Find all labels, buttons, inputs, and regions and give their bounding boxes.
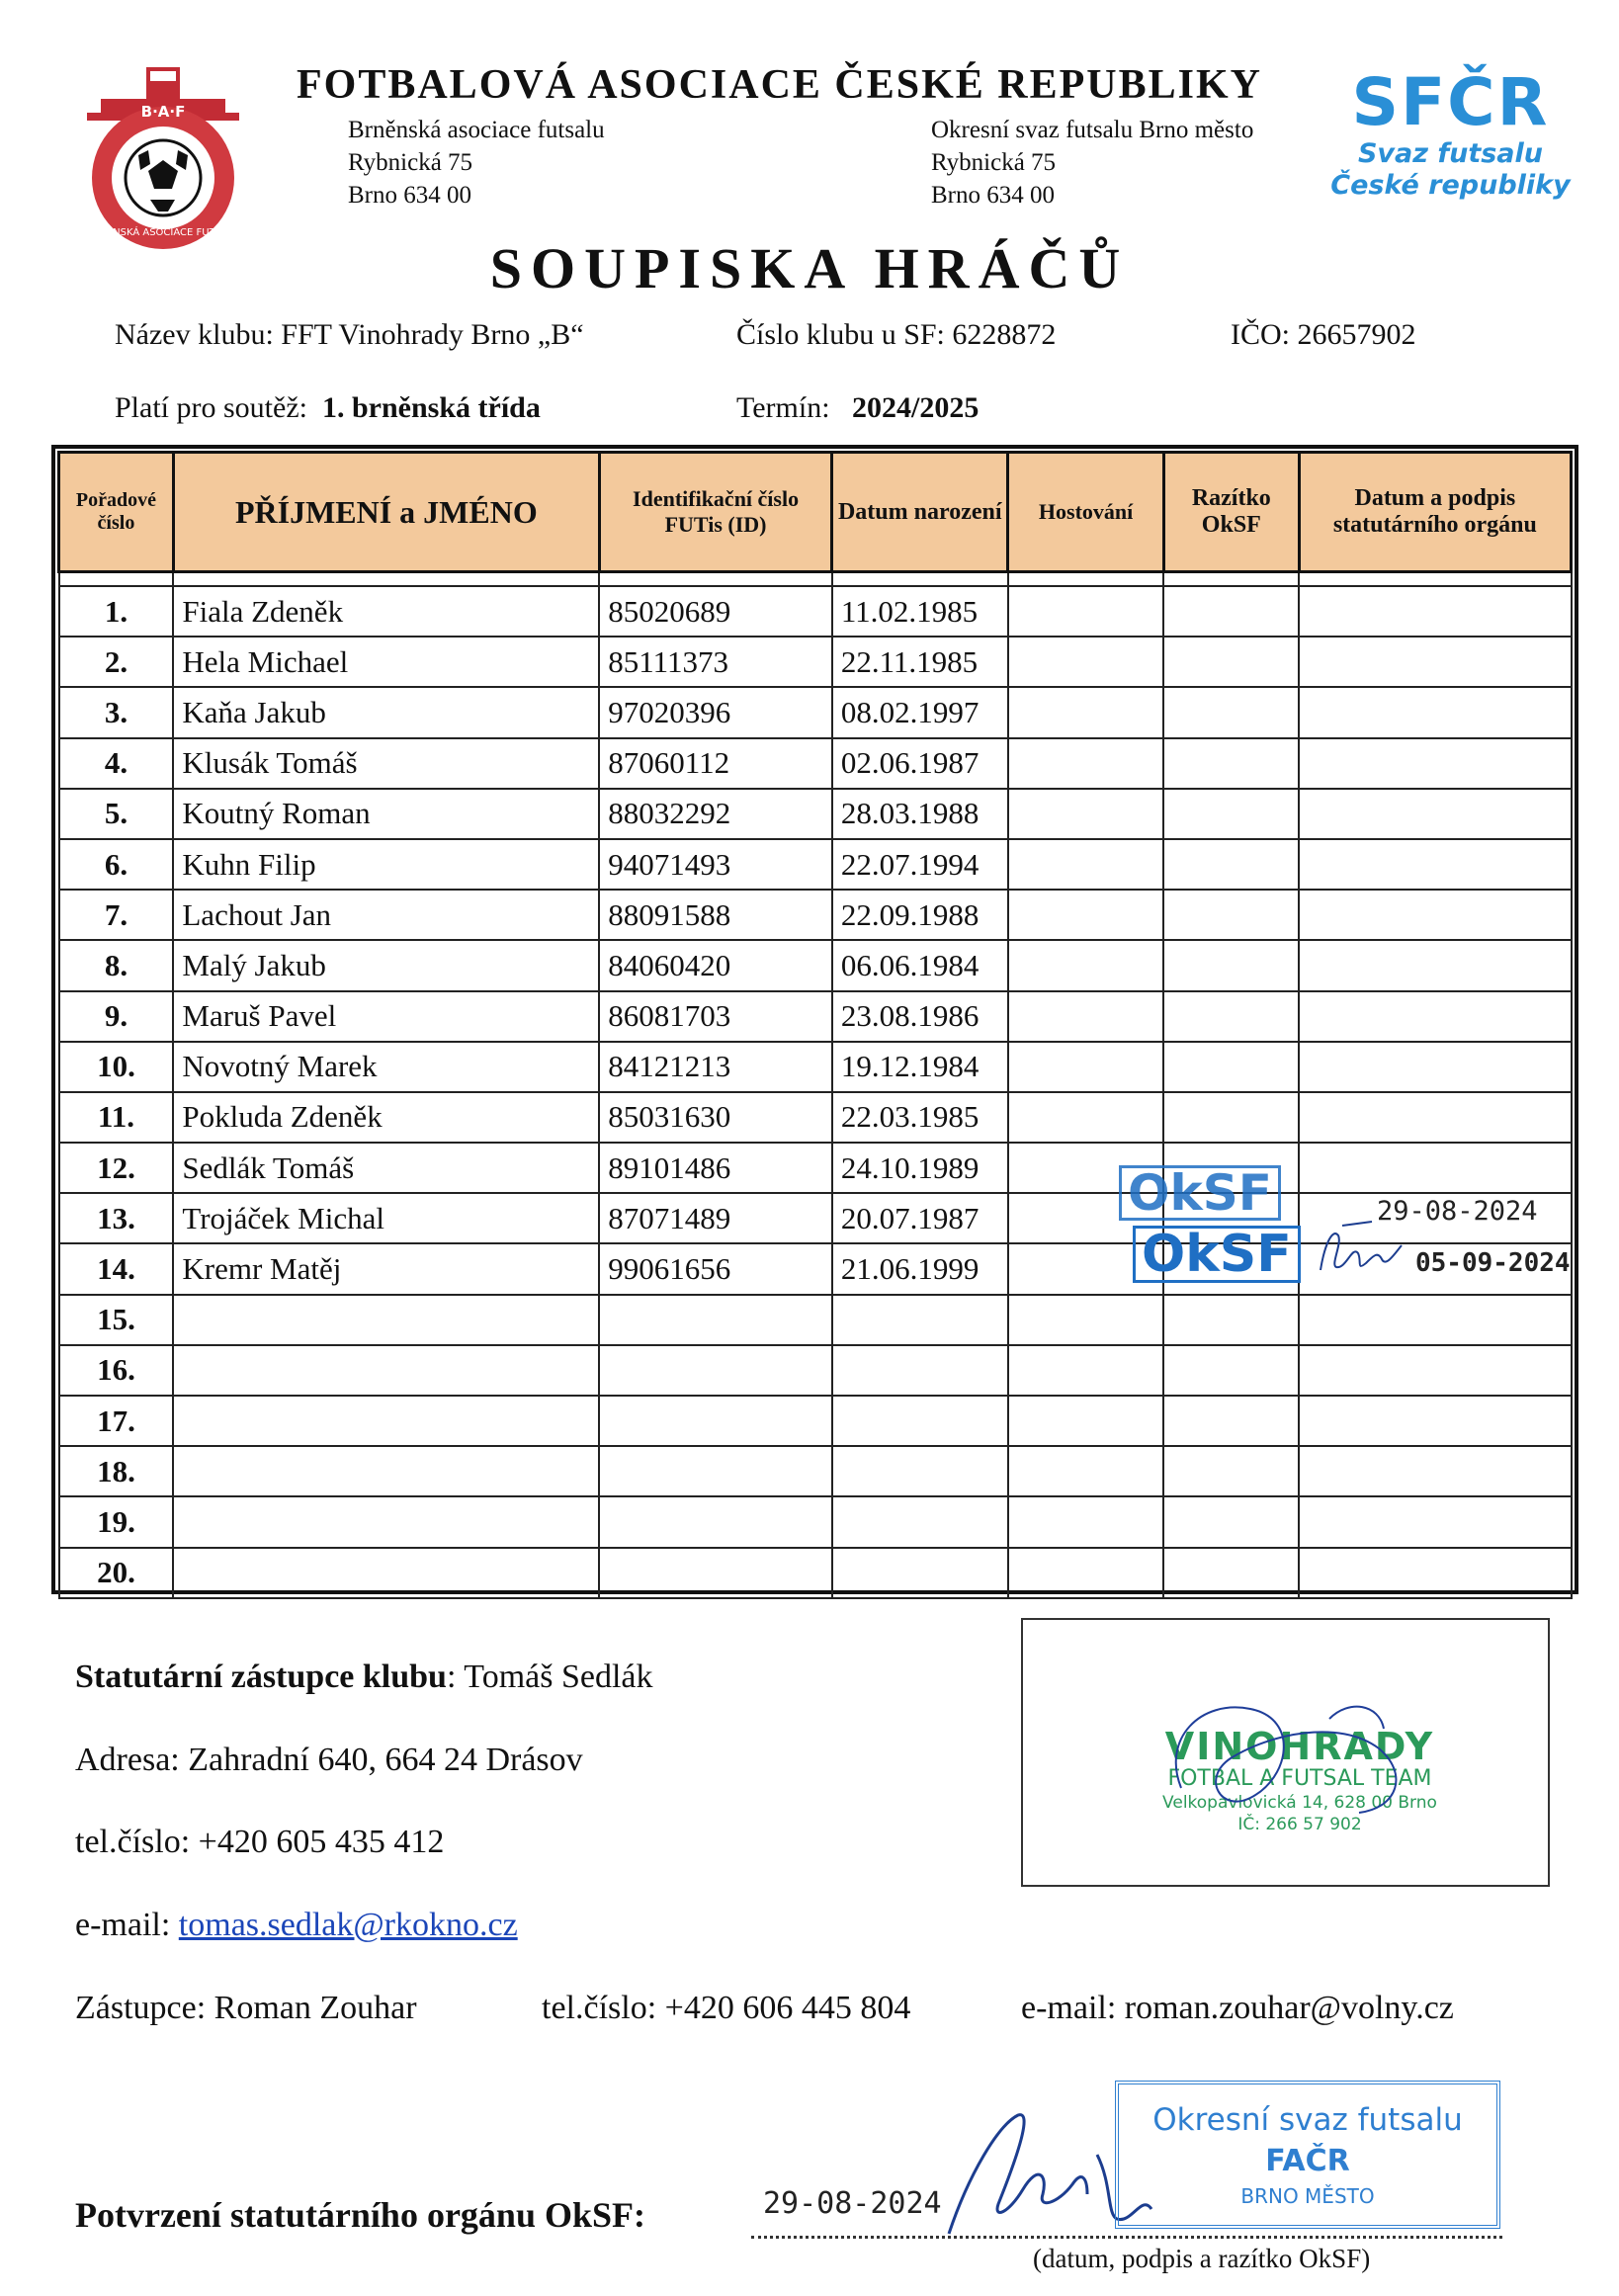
player-dob bbox=[832, 1548, 1008, 1598]
baf-logo bbox=[79, 61, 247, 249]
row-number: 8. bbox=[59, 940, 174, 990]
row-number: 12. bbox=[59, 1143, 174, 1193]
signature-cell bbox=[1299, 1143, 1571, 1193]
club-stamp-line3: IČ: 266 57 902 bbox=[1237, 1815, 1362, 1834]
right-address bbox=[931, 114, 1253, 212]
document-title: SOUPISKA HRÁČŮ bbox=[489, 236, 1130, 300]
signature-cell bbox=[1299, 687, 1571, 737]
row-number: 10. bbox=[59, 1042, 174, 1092]
loan-cell bbox=[1008, 738, 1164, 789]
player-name: Fiala Zdeněk bbox=[173, 586, 599, 637]
club-number-value: 6228872 bbox=[952, 318, 1057, 351]
player-dob: 22.07.1994 bbox=[832, 839, 1008, 890]
player-id bbox=[599, 1496, 832, 1547]
row-number: 3. bbox=[59, 687, 174, 737]
col-header-loan: Hostování bbox=[1008, 453, 1164, 572]
date-stamp-row14: 05-09-2024 bbox=[1415, 1248, 1571, 1278]
club-name-label: Název klubu: bbox=[115, 318, 274, 351]
row-number: 18. bbox=[59, 1446, 174, 1496]
loan-cell bbox=[1008, 637, 1164, 687]
stamp-cell bbox=[1163, 940, 1299, 990]
deputy-name: Zástupce: Roman Zouhar bbox=[75, 1990, 417, 2026]
table-row bbox=[59, 789, 1572, 839]
player-dob: 19.12.1984 bbox=[832, 1042, 1008, 1092]
player-name: Trojáček Michal bbox=[173, 1193, 599, 1243]
row-number: 2. bbox=[59, 637, 174, 687]
club-number bbox=[736, 318, 1056, 352]
signature-row14 bbox=[1313, 1216, 1406, 1285]
table-row bbox=[59, 687, 1572, 737]
table-row bbox=[59, 1042, 1572, 1092]
confirmation-label: Potvrzení statutárního orgánu OkSF: bbox=[75, 2195, 646, 2235]
roster-table bbox=[57, 451, 1573, 1599]
club-stamp-title: VINOHRADY bbox=[1164, 1725, 1435, 1768]
signature-cell bbox=[1299, 1092, 1571, 1143]
loan-cell bbox=[1008, 1446, 1164, 1496]
stamp-cell bbox=[1163, 1548, 1299, 1598]
statutory-label: Statutární zástupce klubu bbox=[75, 1658, 447, 1695]
player-name: Kaňa Jakub bbox=[173, 687, 599, 737]
player-id: 85020689 bbox=[599, 586, 832, 637]
club-number-label: Číslo klubu u SF: bbox=[736, 318, 945, 351]
oksf-stamp-row14: OkSF bbox=[1133, 1226, 1301, 1283]
player-dob: 08.02.1997 bbox=[832, 687, 1008, 737]
club-name-value: FFT Vinohrady Brno „B“ bbox=[281, 318, 584, 351]
oksf-stamp-row13: OkSF bbox=[1119, 1165, 1281, 1221]
row-number: 11. bbox=[59, 1092, 174, 1143]
player-id bbox=[599, 1548, 832, 1598]
table-row bbox=[59, 991, 1572, 1042]
table-row bbox=[59, 1496, 1572, 1547]
player-dob: 11.02.1985 bbox=[832, 586, 1008, 637]
loan-cell bbox=[1008, 687, 1164, 737]
row-number: 6. bbox=[59, 839, 174, 890]
club-name bbox=[115, 318, 584, 352]
stamp-cell bbox=[1163, 738, 1299, 789]
player-name bbox=[173, 1345, 599, 1396]
left-address bbox=[348, 114, 605, 212]
row-number: 15. bbox=[59, 1295, 174, 1345]
loan-cell bbox=[1008, 991, 1164, 1042]
loan-cell bbox=[1008, 586, 1164, 637]
stamp-cell bbox=[1163, 687, 1299, 737]
player-id: 94071493 bbox=[599, 839, 832, 890]
player-dob: 02.06.1987 bbox=[832, 738, 1008, 789]
row-number: 13. bbox=[59, 1193, 174, 1243]
club-stamp-line2: Velkopavlovická 14, 628 00 Brno bbox=[1162, 1793, 1437, 1813]
player-dob bbox=[832, 1396, 1008, 1446]
club-ico-value: 26657902 bbox=[1297, 318, 1416, 351]
stamp-cell bbox=[1163, 991, 1299, 1042]
stamp-cell bbox=[1163, 1446, 1299, 1496]
stamp-cell bbox=[1163, 890, 1299, 940]
row-number: 4. bbox=[59, 738, 174, 789]
competition bbox=[115, 391, 541, 425]
sfcr-logo-line1: Svaz futsalu bbox=[1357, 138, 1544, 169]
signature-cell bbox=[1299, 1042, 1571, 1092]
table-row bbox=[59, 1548, 1572, 1598]
club-stamp-signature bbox=[1142, 1679, 1458, 1828]
club-stamp-box bbox=[1021, 1618, 1550, 1887]
table-row bbox=[59, 1345, 1572, 1396]
player-name: Kremr Matěj bbox=[173, 1243, 599, 1294]
player-name: Klusák Tomáš bbox=[173, 738, 599, 789]
oksf-stamp-line3: BRNO MĚSTO bbox=[1240, 2184, 1375, 2208]
player-dob: 23.08.1986 bbox=[832, 991, 1008, 1042]
player-dob bbox=[832, 1295, 1008, 1345]
competition-label: Platí pro soutěž: bbox=[115, 391, 307, 424]
player-dob: 22.09.1988 bbox=[832, 890, 1008, 940]
row-number: 9. bbox=[59, 991, 174, 1042]
table-row bbox=[59, 637, 1572, 687]
player-id: 89101486 bbox=[599, 1143, 832, 1193]
stamp-cell bbox=[1163, 789, 1299, 839]
loan-cell bbox=[1008, 789, 1164, 839]
player-name bbox=[173, 1446, 599, 1496]
sfcr-logo-line2: České republiky bbox=[1330, 170, 1571, 201]
loan-cell bbox=[1008, 1042, 1164, 1092]
sfcr-logo bbox=[1329, 64, 1572, 225]
col-header-signature: Datum a podpis statutárního orgánu bbox=[1299, 453, 1571, 572]
player-id bbox=[599, 1446, 832, 1496]
signature-cell bbox=[1299, 890, 1571, 940]
baf-logo-ring-text: BRNĚNSKÁ ASOCIACE FUTSALU bbox=[85, 227, 241, 238]
loan-cell bbox=[1008, 1092, 1164, 1143]
row-number: 19. bbox=[59, 1496, 174, 1547]
player-id: 88091588 bbox=[599, 890, 832, 940]
term-value: 2024/2025 bbox=[852, 391, 980, 424]
table-row bbox=[59, 1143, 1572, 1193]
col-header-order: Pořadové číslo bbox=[59, 453, 174, 572]
player-id bbox=[599, 1295, 832, 1345]
table-row bbox=[59, 1295, 1572, 1345]
right-address-line: Brno 634 00 bbox=[931, 182, 1055, 209]
table-spacer-row bbox=[59, 572, 1572, 587]
player-name: Malý Jakub bbox=[173, 940, 599, 990]
loan-cell bbox=[1008, 940, 1164, 990]
player-name: Novotný Marek bbox=[173, 1042, 599, 1092]
player-name: Hela Michael bbox=[173, 637, 599, 687]
stamp-cell bbox=[1163, 637, 1299, 687]
player-id: 85111373 bbox=[599, 637, 832, 687]
signature-cell bbox=[1299, 991, 1571, 1042]
date-stamp-row13: 29-08-2024 bbox=[1377, 1196, 1538, 1227]
player-name bbox=[173, 1496, 599, 1547]
player-id: 86081703 bbox=[599, 991, 832, 1042]
signature-cell bbox=[1299, 1396, 1571, 1446]
table-row bbox=[59, 940, 1572, 990]
statutory-email-link[interactable]: tomas.sedlak@rkokno.cz bbox=[178, 1907, 518, 1943]
oksf-stamp-line1: Okresní svaz futsalu bbox=[1152, 2102, 1463, 2138]
stamp-cell bbox=[1163, 1496, 1299, 1547]
left-address-line: Brno 634 00 bbox=[348, 182, 471, 209]
signature-cell bbox=[1299, 789, 1571, 839]
loan-cell bbox=[1008, 1548, 1164, 1598]
oksf-stamp-box bbox=[1115, 2081, 1500, 2229]
statutory-address: Adresa: Zahradní 640, 664 24 Drásov bbox=[75, 1742, 583, 1778]
player-dob: 06.06.1984 bbox=[832, 940, 1008, 990]
signature-cell bbox=[1299, 839, 1571, 890]
player-name: Lachout Jan bbox=[173, 890, 599, 940]
statutory-phone: tel.číslo: +420 605 435 412 bbox=[75, 1824, 445, 1860]
signature-cell bbox=[1299, 1345, 1571, 1396]
club-ico-label: IČO: bbox=[1231, 318, 1290, 351]
signature-cell bbox=[1299, 940, 1571, 990]
player-id: 97020396 bbox=[599, 687, 832, 737]
left-address-line: Brněnská asociace futsalu bbox=[348, 117, 605, 143]
row-number: 7. bbox=[59, 890, 174, 940]
col-header-id: Identifikační číslo FUTis (ID) bbox=[599, 453, 832, 572]
loan-cell bbox=[1008, 839, 1164, 890]
table-header-row bbox=[59, 453, 1572, 572]
statutory-representative bbox=[75, 1658, 653, 1696]
term bbox=[736, 391, 979, 425]
row-number: 5. bbox=[59, 789, 174, 839]
row-number: 17. bbox=[59, 1396, 174, 1446]
table-row bbox=[59, 1396, 1572, 1446]
stamp-cell bbox=[1163, 1092, 1299, 1143]
loan-cell bbox=[1008, 890, 1164, 940]
sfcr-logo-mark: SFČR bbox=[1351, 64, 1550, 140]
table-row bbox=[59, 1092, 1572, 1143]
row-number: 1. bbox=[59, 586, 174, 637]
player-dob: 28.03.1988 bbox=[832, 789, 1008, 839]
player-name: Kuhn Filip bbox=[173, 839, 599, 890]
player-id: 87060112 bbox=[599, 738, 832, 789]
col-header-dob: Datum narození bbox=[832, 453, 1008, 572]
left-address-line: Rybnická 75 bbox=[348, 149, 473, 176]
player-id: 84060420 bbox=[599, 940, 832, 990]
player-id bbox=[599, 1396, 832, 1446]
row-number: 20. bbox=[59, 1548, 174, 1598]
player-id: 87071489 bbox=[599, 1193, 832, 1243]
signature-cell bbox=[1299, 1295, 1571, 1345]
right-address-line: Okresní svaz futsalu Brno město bbox=[931, 117, 1254, 143]
stamp-cell bbox=[1163, 1345, 1299, 1396]
loan-cell bbox=[1008, 1345, 1164, 1396]
competition-value: 1. brněnská třída bbox=[321, 391, 541, 424]
player-name: Maruš Pavel bbox=[173, 991, 599, 1042]
oksf-stamp-line2: FAČR bbox=[1265, 2144, 1350, 2178]
col-header-stamp: Razítko OkSF bbox=[1163, 453, 1299, 572]
stamp-cell bbox=[1163, 586, 1299, 637]
player-dob: 22.11.1985 bbox=[832, 637, 1008, 687]
stamp-cell bbox=[1163, 1295, 1299, 1345]
signature-cell bbox=[1299, 586, 1571, 637]
table-row bbox=[59, 890, 1572, 940]
org-title: FOTBALOVÁ ASOCIACE ČESKÉ REPUBLIKY bbox=[297, 62, 1263, 108]
player-id bbox=[599, 1345, 832, 1396]
statutory-name: : Tomáš Sedlák bbox=[446, 1658, 653, 1695]
table-row bbox=[59, 839, 1572, 890]
right-address-line: Rybnická 75 bbox=[931, 149, 1057, 176]
baf-logo-letters: B·A·F bbox=[140, 103, 186, 121]
player-dob: 22.03.1985 bbox=[832, 1092, 1008, 1143]
player-dob bbox=[832, 1345, 1008, 1396]
player-dob: 20.07.1987 bbox=[832, 1193, 1008, 1243]
table-row bbox=[59, 586, 1572, 637]
player-dob: 24.10.1989 bbox=[832, 1143, 1008, 1193]
signature-cell bbox=[1299, 1548, 1571, 1598]
player-id: 88032292 bbox=[599, 789, 832, 839]
statutory-email bbox=[75, 1907, 518, 1944]
term-label: Termín: bbox=[736, 391, 830, 424]
player-name: Pokluda Zdeněk bbox=[173, 1092, 599, 1143]
confirmation-date: 29-08-2024 bbox=[763, 2186, 942, 2221]
signature-cell bbox=[1299, 637, 1571, 687]
stamp-cell bbox=[1163, 839, 1299, 890]
player-dob: 21.06.1999 bbox=[832, 1243, 1008, 1294]
loan-cell bbox=[1008, 1295, 1164, 1345]
table-row bbox=[59, 738, 1572, 789]
signature-cell bbox=[1299, 1446, 1571, 1496]
player-name bbox=[173, 1396, 599, 1446]
player-name bbox=[173, 1548, 599, 1598]
col-header-name: PŘÍJMENÍ a JMÉNO bbox=[173, 453, 599, 572]
stamp-cell bbox=[1163, 1042, 1299, 1092]
player-dob bbox=[832, 1446, 1008, 1496]
club-ico bbox=[1231, 318, 1416, 352]
player-id: 99061656 bbox=[599, 1243, 832, 1294]
player-name: Sedlák Tomáš bbox=[173, 1143, 599, 1193]
statutory-email-label: e-mail: bbox=[75, 1907, 179, 1943]
player-dob bbox=[832, 1496, 1008, 1547]
club-stamp-line1: FOTBAL A FUTSAL TEAM bbox=[1167, 1766, 1432, 1791]
deputy-email: e-mail: roman.zouhar@volny.cz bbox=[1021, 1990, 1454, 2026]
row-number: 16. bbox=[59, 1345, 174, 1396]
signature-cell bbox=[1299, 738, 1571, 789]
row-number: 14. bbox=[59, 1243, 174, 1294]
stamp-cell bbox=[1163, 1396, 1299, 1446]
signature-cell bbox=[1299, 1496, 1571, 1547]
player-id: 85031630 bbox=[599, 1092, 832, 1143]
deputy-phone: tel.číslo: +420 606 445 804 bbox=[542, 1990, 911, 2026]
player-name: Koutný Roman bbox=[173, 789, 599, 839]
player-id: 84121213 bbox=[599, 1042, 832, 1092]
player-name bbox=[173, 1295, 599, 1345]
loan-cell bbox=[1008, 1396, 1164, 1446]
confirmation-caption: (datum, podpis a razítko OkSF) bbox=[1033, 2244, 1371, 2273]
loan-cell bbox=[1008, 1496, 1164, 1547]
table-row bbox=[59, 1446, 1572, 1496]
